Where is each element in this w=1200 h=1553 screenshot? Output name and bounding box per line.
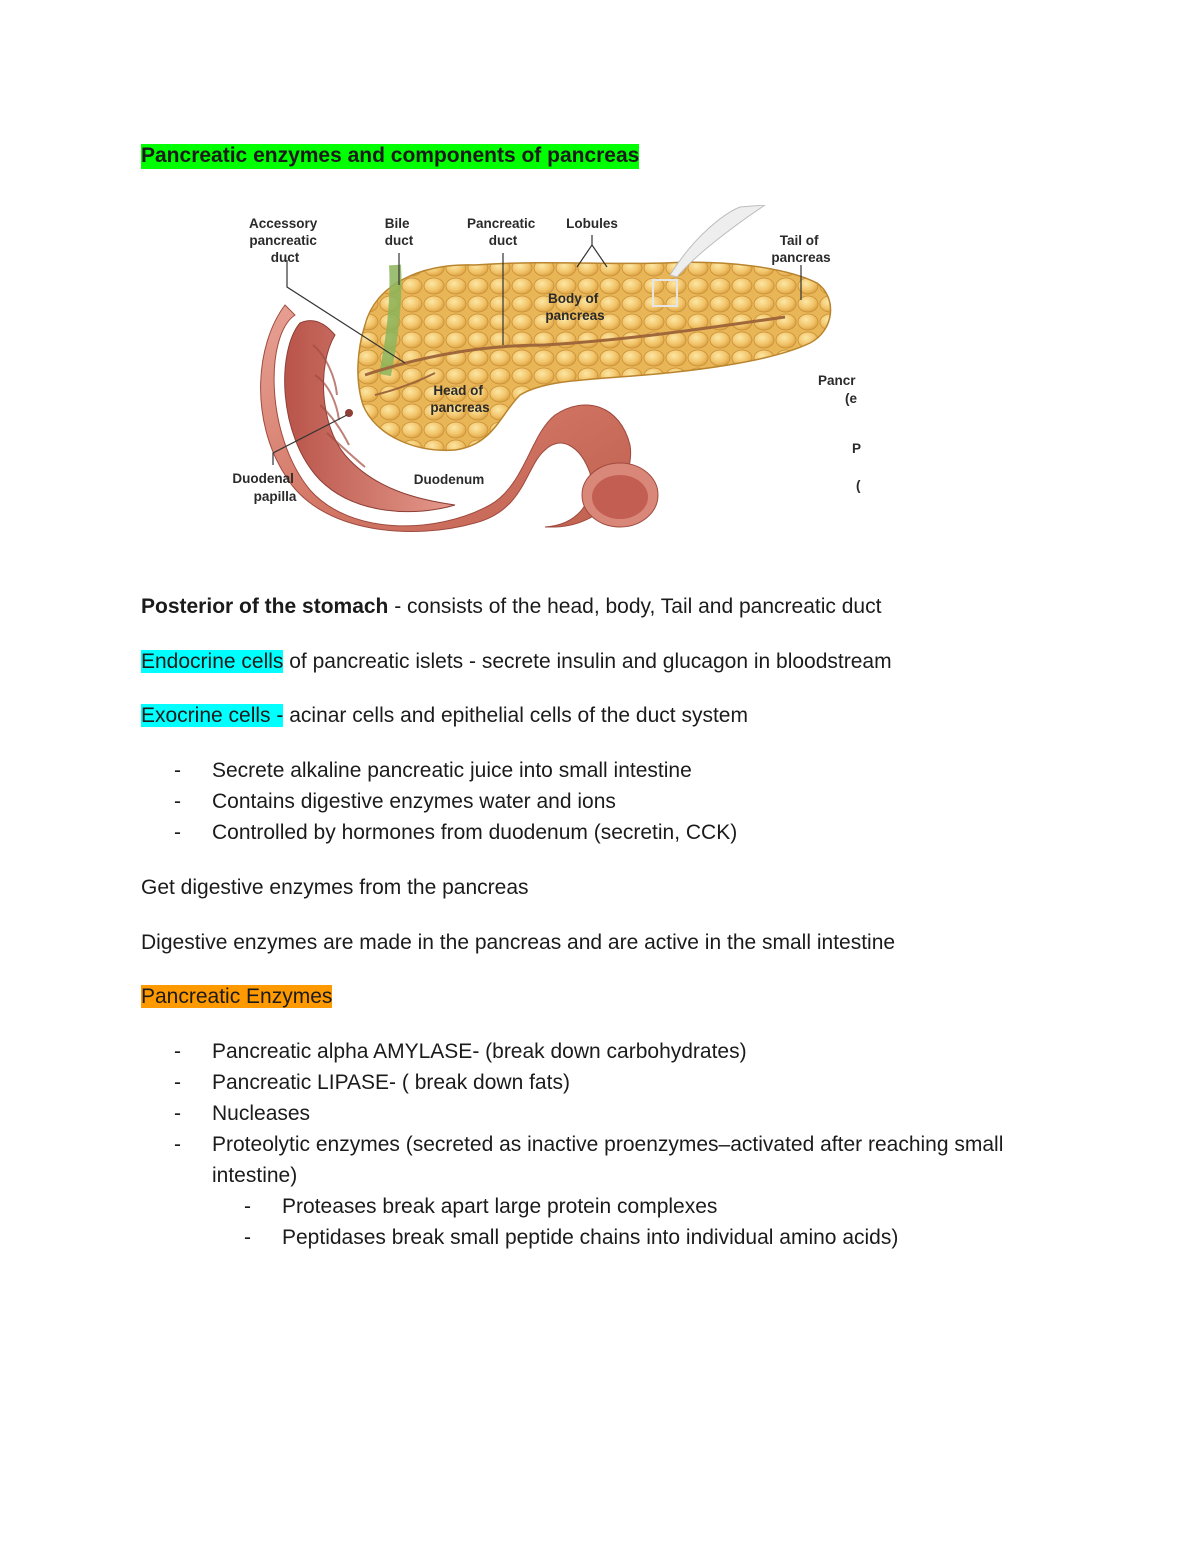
endocrine-text: of pancreatic islets - secrete insulin and glucagon in bloodstream (283, 650, 892, 673)
list-item: - Controlled by hormones from duodenum (secretin, CCK) (174, 821, 738, 844)
label-cut-2: (e (845, 391, 858, 406)
digestive-paragraph: Digestive enzymes are made in the pancreas and are active in the small intestine (141, 931, 896, 954)
label-body: Body of pancreas (545, 291, 605, 323)
exocrine-text: acinar cells and epithelial cells of the duct system (283, 704, 748, 727)
sub-list-item: - Proteases break apart large protein complexes (244, 1195, 718, 1218)
label-accessory-duct: Accessory pancreatic duct (248, 216, 318, 265)
posterior-bold: Posterior of the stomach (141, 595, 389, 618)
list-item: - Pancreatic LIPASE- ( break down fats) (174, 1071, 570, 1094)
list-item: - Nucleases (174, 1102, 311, 1125)
label-duodenum: Duodenum (413, 472, 485, 487)
label-bile-duct: Bile duct (384, 216, 414, 248)
pancreatic-enzymes-highlight: Pancreatic Enzymes (141, 985, 333, 1008)
exocrine-paragraph (141, 700, 748, 731)
label-cut-3: P (852, 441, 862, 456)
get-enzymes-paragraph: Get digestive enzymes from the pancreas (141, 876, 529, 899)
label-cut-1: Pancr (818, 373, 856, 388)
pancreas-diagram (225, 205, 865, 535)
enzyme-list (141, 1036, 1052, 1253)
posterior-paragraph (141, 591, 881, 622)
list-item: - Pancreatic alpha AMYLASE- (break down carbohydrates) (174, 1040, 747, 1063)
sub-list-item: - Peptidases break small peptide chains into individual amino acids) (244, 1226, 899, 1249)
label-duodenal-papilla: Duodenal papilla (232, 471, 297, 504)
label-pancreatic-duct: Pancreatic duct (466, 216, 536, 248)
label-cut-4: ( (856, 478, 861, 493)
label-tail: Tail of pancreas (771, 233, 831, 265)
document-title (141, 140, 639, 172)
list-item: - Secrete alkaline pancreatic juice into small intestine (174, 759, 692, 782)
exocrine-highlight: Exocrine cells - (141, 704, 284, 727)
pancreatic-enzymes-heading (141, 981, 332, 1012)
posterior-text: - consists of the head, body, Tail and pancreatic duct (388, 595, 882, 618)
label-lobules: Lobules (566, 216, 618, 231)
list-item: - Proteolytic enzymes (secreted as inactive proenzymes–activated after reaching small intestine) (174, 1133, 1004, 1187)
exocrine-list (141, 755, 737, 848)
label-head: Head of pancreas (430, 383, 490, 415)
list-item: - Contains digestive enzymes water and ions (174, 790, 616, 813)
title-text: Pancreatic enzymes and components of pancreas (141, 144, 640, 167)
endocrine-paragraph (141, 646, 892, 677)
pancreas-illustration (225, 205, 865, 535)
endocrine-highlight: Endocrine cells (141, 650, 284, 673)
